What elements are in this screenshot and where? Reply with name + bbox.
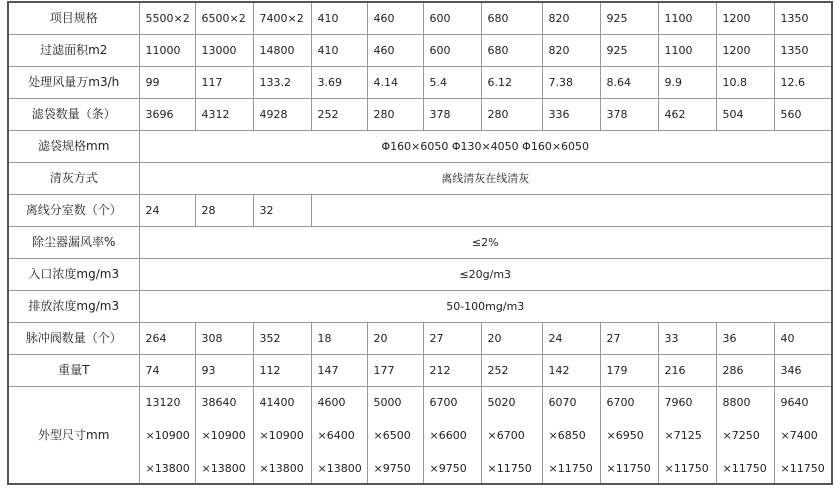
table-cell: 280	[367, 99, 423, 131]
row-label: 离线分室数（个）	[8, 195, 139, 227]
table-cell: 216	[658, 355, 716, 387]
row-label: 除尘器漏风率%	[8, 227, 139, 259]
table-row	[8, 323, 832, 355]
dimension-cell	[253, 387, 311, 485]
table-cell: 410	[311, 2, 367, 35]
table-cell: 13000	[195, 35, 253, 67]
dimension-cell	[195, 387, 253, 485]
table-cell: 4928	[253, 99, 311, 131]
dimension-cell	[423, 387, 481, 485]
table-cell: 4312	[195, 99, 253, 131]
dimension-width: ×10900	[145, 428, 190, 442]
table-cell: 1350	[774, 35, 832, 67]
table-cell: 117	[195, 67, 253, 99]
table-cell: 20	[481, 323, 542, 355]
table-cell: 3696	[139, 99, 195, 131]
table-row	[8, 67, 832, 99]
table-cell: 20	[367, 323, 423, 355]
table-cell: 33	[658, 323, 716, 355]
table-cell: 11000	[139, 35, 195, 67]
table-cell: 142	[542, 355, 600, 387]
dimension-cell	[600, 387, 658, 485]
dimension-height: ×13800	[145, 461, 190, 475]
table-cell-merged: 50-100mg/m3	[139, 291, 832, 323]
table-cell: 4.14	[367, 67, 423, 99]
table-cell: 560	[774, 99, 832, 131]
dimension-height: ×11750	[548, 461, 593, 475]
dimension-length: 38640	[201, 395, 237, 409]
table-cell: 1100	[658, 2, 716, 35]
table-row	[8, 291, 832, 323]
table-cell: 410	[311, 35, 367, 67]
table-cell: 7400×2	[253, 2, 311, 35]
table-cell: 177	[367, 355, 423, 387]
row-label: 滤袋规格mm	[8, 131, 139, 163]
table-row	[8, 195, 832, 227]
table-cell: 264	[139, 323, 195, 355]
row-label: 入口浓度mg/m3	[8, 259, 139, 291]
table-cell: 27	[423, 323, 481, 355]
table-cell-merged: ≤2%	[139, 227, 832, 259]
table-cell: 820	[542, 35, 600, 67]
row-label: 过滤面积m2	[8, 35, 139, 67]
table-cell: 925	[600, 35, 658, 67]
table-cell: 212	[423, 355, 481, 387]
dimension-width: ×6600	[429, 428, 467, 442]
table-cell: 286	[716, 355, 774, 387]
row-label: 排放浓度mg/m3	[8, 291, 139, 323]
table-cell: 600	[423, 2, 481, 35]
table-row	[8, 2, 832, 35]
dimension-cell	[774, 387, 832, 485]
table-cell: 1350	[774, 2, 832, 35]
table-row	[8, 99, 832, 131]
dimension-length: 7960	[664, 395, 693, 409]
table-row	[8, 259, 832, 291]
table-row	[8, 227, 832, 259]
dimension-width: ×10900	[259, 428, 304, 442]
row-label: 清灰方式	[8, 163, 139, 195]
table-cell: 3.69	[311, 67, 367, 99]
table-cell: 12.6	[774, 67, 832, 99]
dimension-length: 8800	[722, 395, 751, 409]
table-cell: 6.12	[481, 67, 542, 99]
dimension-height: ×11750	[606, 461, 651, 475]
table-cell: 27	[600, 323, 658, 355]
dimension-cell	[139, 387, 195, 485]
table-row	[8, 387, 832, 485]
dimension-height: ×11750	[722, 461, 767, 475]
dimension-width: ×6400	[317, 428, 355, 442]
dimension-cell	[542, 387, 600, 485]
table-cell: 24	[139, 195, 195, 227]
table-cell: 308	[195, 323, 253, 355]
table-row	[8, 355, 832, 387]
dimension-width: ×6700	[487, 428, 525, 442]
table-row	[8, 35, 832, 67]
dimension-height: ×9750	[373, 461, 411, 475]
table-cell: 14800	[253, 35, 311, 67]
dimension-width: ×6850	[548, 428, 586, 442]
table-row	[8, 163, 832, 195]
table-cell: 93	[195, 355, 253, 387]
table-cell: 133.2	[253, 67, 311, 99]
table-cell: 252	[311, 99, 367, 131]
table-cell: 820	[542, 2, 600, 35]
table-cell: 28	[195, 195, 253, 227]
table-cell: 24	[542, 323, 600, 355]
table-cell: 600	[423, 35, 481, 67]
row-label: 处理风量万m3/h	[8, 67, 139, 99]
dimension-length: 6700	[606, 395, 635, 409]
dimension-length: 4600	[317, 395, 346, 409]
table-cell: 336	[542, 99, 600, 131]
dimension-cell	[481, 387, 542, 485]
table-cell: 147	[311, 355, 367, 387]
spec-table	[7, 1, 833, 485]
dimension-cell	[716, 387, 774, 485]
dimension-cell	[367, 387, 423, 485]
table-cell: 74	[139, 355, 195, 387]
table-cell-merged: Φ160×6050 Φ130×4050 Φ160×6050	[139, 131, 832, 163]
dimension-height: ×13800	[317, 461, 362, 475]
table-cell: 5.4	[423, 67, 481, 99]
table-cell: 7.38	[542, 67, 600, 99]
table-cell: 460	[367, 35, 423, 67]
dimension-length: 6700	[429, 395, 458, 409]
dimension-cell	[311, 387, 367, 485]
table-cell: 32	[253, 195, 311, 227]
dimension-height: ×13800	[259, 461, 304, 475]
table-cell-merged: ≤20g/m3	[139, 259, 832, 291]
row-label: 滤袋数量（条）	[8, 99, 139, 131]
table-cell: 40	[774, 323, 832, 355]
row-label: 重量T	[8, 355, 139, 387]
table-cell: 99	[139, 67, 195, 99]
dimension-height: ×11750	[487, 461, 532, 475]
table-cell: 252	[481, 355, 542, 387]
dimension-length: 5020	[487, 395, 516, 409]
table-cell: 378	[423, 99, 481, 131]
dimension-height: ×11750	[780, 461, 825, 475]
table-cell: 1200	[716, 35, 774, 67]
table-cell-merged: 离线清灰在线清灰	[139, 163, 832, 195]
dimension-width: ×7125	[664, 428, 702, 442]
table-cell-empty	[311, 195, 832, 227]
table-cell: 280	[481, 99, 542, 131]
dimension-cell	[658, 387, 716, 485]
table-cell: 8.64	[600, 67, 658, 99]
dimension-width: ×10900	[201, 428, 246, 442]
table-cell: 18	[311, 323, 367, 355]
dimension-height: ×9750	[429, 461, 467, 475]
table-cell: 680	[481, 35, 542, 67]
table-cell: 925	[600, 2, 658, 35]
table-cell: 460	[367, 2, 423, 35]
table-cell: 9.9	[658, 67, 716, 99]
dimension-height: ×11750	[664, 461, 709, 475]
dimension-width: ×6950	[606, 428, 644, 442]
table-cell: 112	[253, 355, 311, 387]
dimension-length: 5000	[373, 395, 402, 409]
table-row	[8, 131, 832, 163]
table-cell: 5500×2	[139, 2, 195, 35]
table-cell: 1100	[658, 35, 716, 67]
table-cell: 378	[600, 99, 658, 131]
row-label: 外型尺寸mm	[8, 387, 139, 485]
table-cell: 1200	[716, 2, 774, 35]
table-cell: 6500×2	[195, 2, 253, 35]
dimension-length: 41400	[259, 395, 295, 409]
row-label: 脉冲阀数量（个）	[8, 323, 139, 355]
table-cell: 462	[658, 99, 716, 131]
dimension-length: 9640	[780, 395, 809, 409]
table-cell: 10.8	[716, 67, 774, 99]
table-cell: 36	[716, 323, 774, 355]
dimension-length: 13120	[145, 395, 181, 409]
dimension-width: ×7400	[780, 428, 818, 442]
row-label: 项目规格	[8, 2, 139, 35]
table-cell: 352	[253, 323, 311, 355]
dimension-width: ×7250	[722, 428, 760, 442]
table-cell: 680	[481, 2, 542, 35]
table-cell: 346	[774, 355, 832, 387]
dimension-width: ×6500	[373, 428, 411, 442]
table-cell: 179	[600, 355, 658, 387]
table-cell: 504	[716, 99, 774, 131]
dimension-length: 6070	[548, 395, 577, 409]
dimension-height: ×13800	[201, 461, 246, 475]
